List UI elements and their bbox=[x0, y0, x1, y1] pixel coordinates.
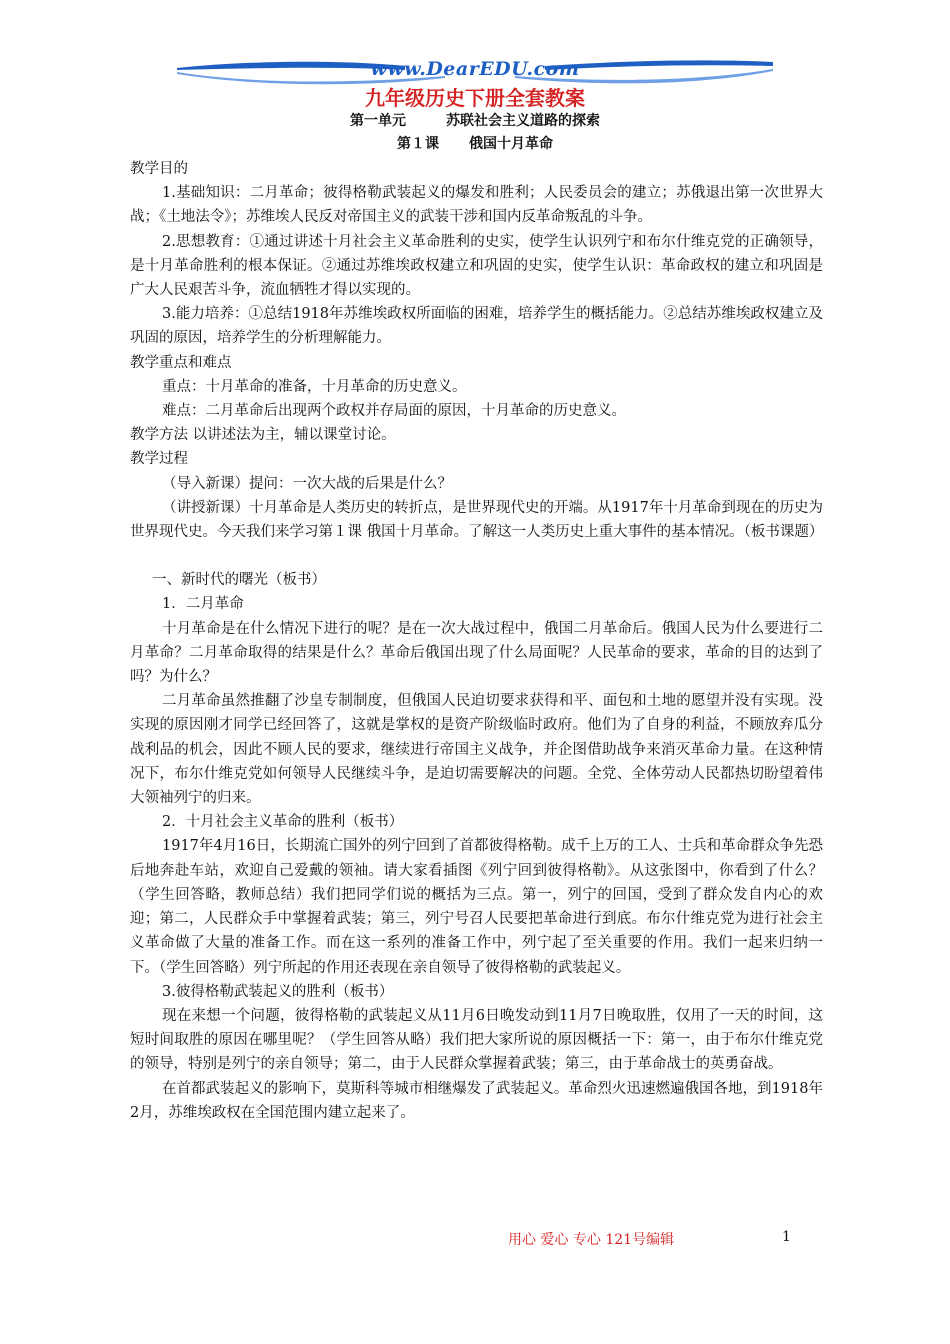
unit-name: 苏联社会主义道路的探索 bbox=[446, 113, 600, 129]
paragraph: 难点：二月革命后出现两个政权并存局面的原因，十月革命的历史意义。 bbox=[162, 403, 626, 420]
paragraph: 在首都武装起义的影响下，莫斯科等城市相继爆发了武装起义。革命烈火迅速燃遍俄国各地，到1918年2月，苏维埃政权在全国范围内建立起来了。 bbox=[130, 1080, 823, 1121]
footer-note: 用心 爱心 专心 121号编辑 bbox=[508, 1232, 675, 1248]
subsection-heading: 1．二月革命 bbox=[162, 596, 244, 613]
subsection-heading: 2．十月社会主义革命的胜利（板书） bbox=[162, 814, 404, 831]
paragraph: 1917年4月16日，长期流亡国外的列宁回到了首都彼得格勒。成千上万的工人、士兵和革命群众争先恐后地奔赴车站，欢迎自己爱戴的领袖。请大家看插图《列宁回到彼得格勒》。从这张图中，你看到了什么？（学生回答略，教师总结）我们把同学们说的概括为三点。第一，列宁的回国，受到了群众发自内心的欢迎；第二，人民群众手中掌握着武装；第三，列宁号召人民要把革命进行到底。布尔什维克党为进行社会主义革命做了大量的准备工作。而在这一系列的准备工作中，列宁起了至关重要的作用。我们一起来归纳一下。（学生回答略）列宁所起的作用还表现在亲自领导了彼得格勒的武装起义。 bbox=[130, 838, 823, 976]
document-body bbox=[130, 157, 823, 1125]
unit-heading bbox=[0, 110, 950, 130]
lesson-name: 俄国十月革命 bbox=[469, 136, 553, 152]
paragraph: （讲授新课）十月革命是人类历史的转折点，是世界现代史的开端。从1917年十月革命到现在的历史为世界现代史。今天我们来学习第１课 俄国十月革命。了解这一人类历史上重大事件的基本情况。（板书课题） bbox=[130, 499, 824, 541]
section-heading: 教学重点和难点 bbox=[130, 354, 232, 371]
unit-number: 第一单元 bbox=[350, 113, 406, 129]
section-heading: 教学方法 以讲述法为主，辅以课堂讨论。 bbox=[130, 427, 396, 444]
paragraph: 十月革命是在什么情况下进行的呢？是在一次大战过程中，俄国二月革命后。俄国人民为什么要进行二月革命？二月革命取得的结果是什么？革命后俄国出现了什么局面呢？人民革命的要求，革命的目的达到了吗？为什么？ bbox=[130, 620, 823, 686]
lesson-number: 第１课 bbox=[397, 136, 439, 152]
paragraph: 现在来想一个问题，彼得格勒的武装起义从11月6日晚发动到11月7日晚取胜，仅用了一天的时间，这短时间取胜的原因在哪里呢？（学生回答从略）我们把大家所说的原因概括一下：第一，由于布尔什维克党的领导，特别是列宁的亲自领导；第二，由于人民群众掌握着武装；第三，由于革命战士的英勇奋战。 bbox=[130, 1007, 823, 1073]
paragraph: 3.能力培养：①总结1918年苏维埃政权所面临的困难，培养学生的概括能力。②总结苏维埃政权建立及巩固的原因，培养学生的分析理解能力。 bbox=[130, 306, 823, 347]
page-footer bbox=[0, 1229, 950, 1253]
paragraph: 2.思想教育：①通过讲述十月社会主义革命胜利的史实，使学生认识列宁和布尔什维克党的正确领导，是十月革命胜利的根本保证。②通过苏维埃政权建立和巩固的史实，使学生认识：革命政权的建立和巩固是广大人民艰苦斗争，流血牺牲才得以实现的。 bbox=[130, 233, 823, 299]
document-title: 九年级历史下册全套教案 bbox=[365, 86, 585, 110]
lesson-heading bbox=[0, 133, 950, 153]
paragraph: （导入新课）提问：一次大战的后果是什么？ bbox=[162, 475, 452, 492]
blank-line bbox=[130, 544, 823, 568]
site-url: www.DearEDU.com bbox=[370, 58, 580, 80]
paragraph: 1.基础知识：二月革命；彼得格勒武装起义的爆发和胜利；人民委员会的建立；苏俄退出第一次世界大战；《土地法令》；苏维埃人民反对帝国主义的武装干涉和国内反革命叛乱的斗争。 bbox=[130, 185, 823, 226]
paragraph: 二月革命虽然推翻了沙皇专制制度，但俄国人民迫切要求获得和平、面包和土地的愿望并没有实现。没实现的原因刚才同学已经回答了，这就是掌权的是资产阶级临时政府。他们为了自身的利益，不顾放弃瓜分战利品的机会，因此不顾人民的要求，继续进行帝国主义战争，并企图借助战争来消灭革命力量。在这种情况下，布尔什维克党如何领导人民继续斗争，是迫切需要解决的问题。全党、全体劳动人民都热切盼望着伟大领袖列宁的归来。 bbox=[130, 693, 823, 807]
page-number: 1 bbox=[782, 1229, 791, 1245]
subsection-heading: 3.彼得格勒武装起义的胜利（板书） bbox=[162, 983, 394, 1000]
subsection-heading: 一、新时代的曙光（板书） bbox=[152, 572, 326, 589]
paragraph: 重点：十月革命的准备，十月革命的历史意义。 bbox=[162, 378, 467, 395]
section-heading: 教学过程 bbox=[130, 451, 188, 468]
section-heading: 教学目的 bbox=[130, 161, 188, 177]
